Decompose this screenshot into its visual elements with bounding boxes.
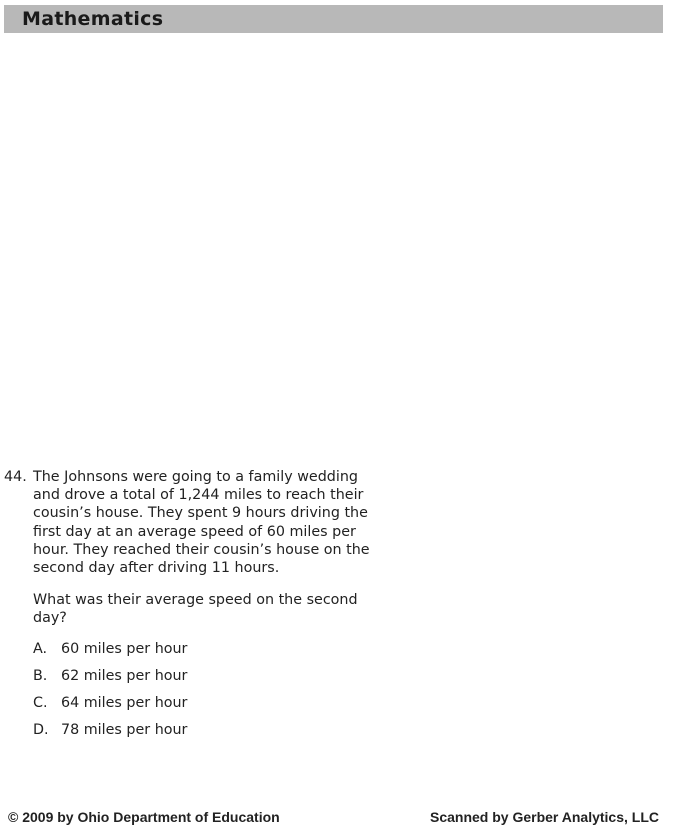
- choice-text: 64 miles per hour: [61, 695, 188, 711]
- answer-choice-d[interactable]: [33, 721, 418, 748]
- answer-choice-b[interactable]: [33, 667, 418, 694]
- question-number: 44.: [4, 469, 27, 485]
- choice-text: 62 miles per hour: [61, 668, 188, 684]
- choice-letter: A.: [33, 641, 48, 657]
- question-stem-line: cousin’s house. They spent 9 hours driving the: [33, 505, 368, 522]
- choice-letter: D.: [33, 722, 49, 738]
- footer-copyright: © 2009 by Ohio Department of Education: [8, 809, 280, 825]
- question-stem-line: second day after driving 11 hours.: [33, 560, 280, 577]
- question-stem-line: hour. They reached their cousin’s house on the: [33, 541, 370, 558]
- question-prompt-line: day?: [33, 610, 67, 627]
- question-stem-line: The Johnsons were going to a family wedding: [33, 469, 358, 485]
- answer-choice-a[interactable]: [33, 640, 418, 667]
- footer-scanned-by: Scanned by Gerber Analytics, LLC: [430, 809, 659, 825]
- question-stem: [33, 468, 418, 577]
- choice-letter: C.: [33, 695, 48, 711]
- question-prompt: [33, 591, 418, 627]
- choice-text: 60 miles per hour: [61, 641, 188, 657]
- answer-choice-c[interactable]: [33, 694, 418, 721]
- question-stem-line: first day at an average speed of 60 miles per: [33, 523, 356, 540]
- choice-text: 78 miles per hour: [61, 722, 188, 738]
- section-title: Mathematics: [22, 8, 164, 30]
- section-header-bar: [4, 5, 663, 33]
- question-prompt-line: What was their average speed on the second: [33, 592, 358, 608]
- choice-letter: B.: [33, 668, 48, 684]
- question-stem-line: and drove a total of 1,244 miles to reach their: [33, 487, 364, 504]
- answer-choices: [33, 640, 418, 748]
